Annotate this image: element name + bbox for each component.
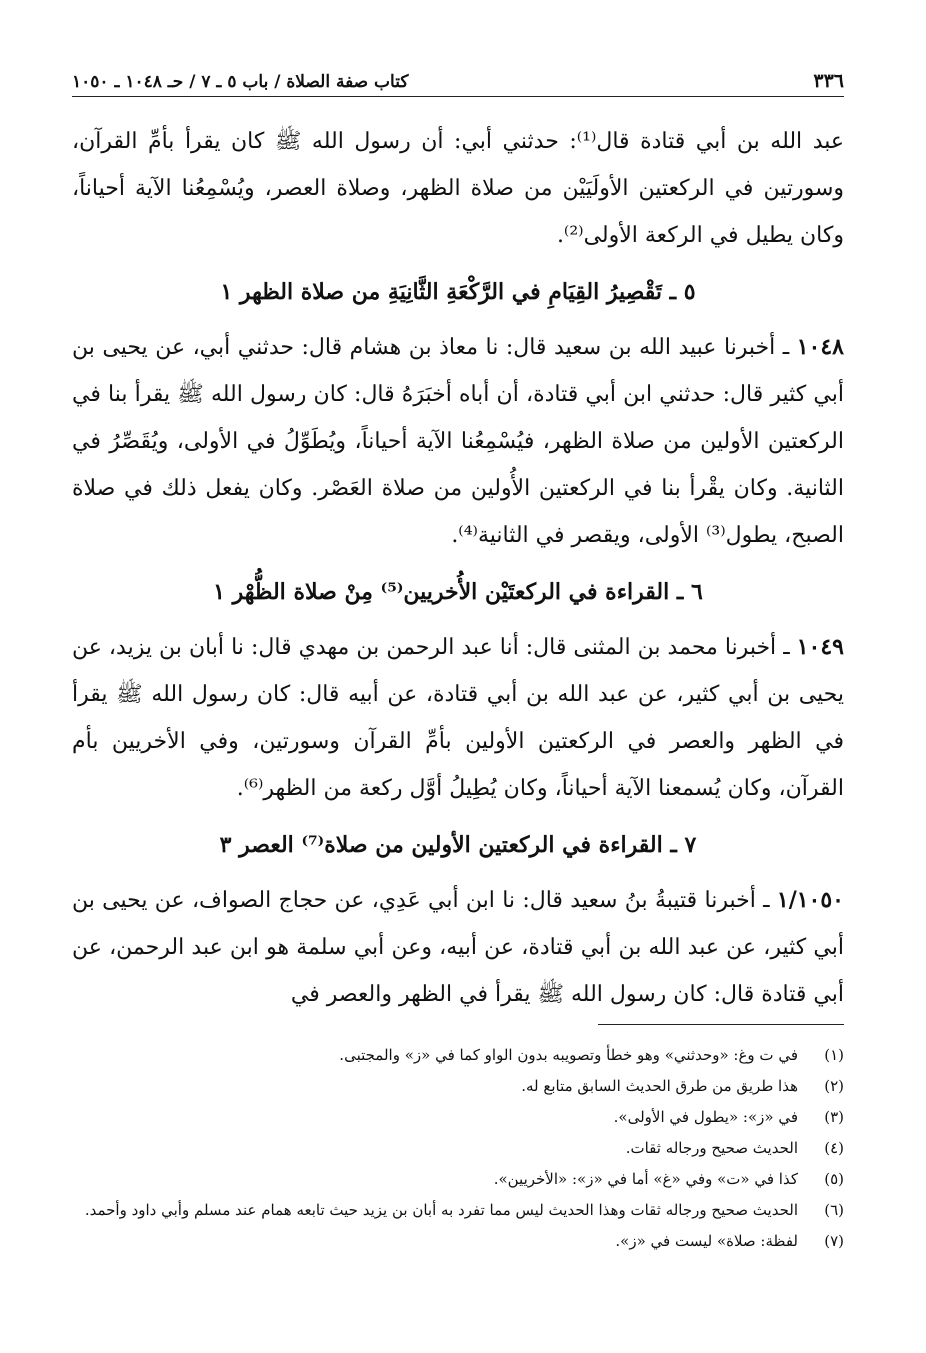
hadith-1049 (72, 624, 844, 812)
section-6-heading: ٦ ـ القراءة في الركعتَيْن الأُخريين⁽⁵⁾ مِنْ صلاة الظُّهْر ١ (213, 579, 703, 605)
footnote-text: في «ز»: «يطول في الأولى». (613, 1108, 798, 1126)
footnote-text: كذا في «ت» وفي «غ» أما في «ز»: «الأخريين». (493, 1170, 798, 1188)
footnote (72, 1102, 844, 1133)
footnote-text: الحديث صحيح ورجاله ثقات. (625, 1139, 798, 1157)
footnote-mark: (٤) (824, 1139, 844, 1157)
hadith-text: ـ أخبرنا قتيبةُ بنُ سعيد قال: نا ابن أبي عَدِي، عن حجاج الصواف، عن يحيى بن أبي كثير، عن عبد الله بن أبي قتادة، عن أبيه، وعن أبي سلمة هو ابن عبد الرحمن، عن أبي قتادة قال: كان رسول الله ﷺ يقرأ في الظهر والعصر في (72, 888, 844, 1007)
hadith-number: ١٠٤٩ (796, 634, 844, 660)
footnote-text: في ت وغ: «وحدثني» وهو خطأ وتصويبه بدون الواو كما في «ز» والمجتبى. (339, 1046, 798, 1064)
page-number: ٣٣٦ (813, 70, 844, 92)
main-text (72, 118, 844, 1018)
footnote-mark: (٦) (824, 1201, 844, 1219)
hadith-text: ـ أخبرنا محمد بن المثنى قال: أنا عبد الرحمن بن مهدي قال: نا أبان بن يزيد، عن يحيى بن أبي كثير، عن عبد الله بن أبي قتادة، عن أبيه قال: كان رسول الله ﷺ يقرأ في الظهر والعصر في الركعتين الأولين بأمِّ القرآن وسورتين، وفي الأخريين بأم القرآن، وكان يُسمعنا الآية أحياناً، وكان يُطِيلُ أوَّل ركعة من الظهر⁽⁶⁾. (72, 635, 844, 801)
footnotes (72, 1040, 844, 1257)
footnote (72, 1133, 844, 1164)
hadith-number: ١/١٠٥٠ (776, 887, 844, 913)
running-head-title: كتاب صفة الصلاة / باب ٥ ـ ٧ / حـ ١٠٤٨ ـ ١٠٥٠ (72, 72, 409, 92)
footnote (72, 1195, 844, 1226)
hadith-1048 (72, 324, 844, 559)
hadith-text: ـ أخبرنا عبيد الله بن سعيد قال: نا معاذ بن هشام قال: حدثني أبي، عن يحيى بن أبي كثير قال: حدثني ابن أبي قتادة، أن أباه أخبَرَهُ قال: كان رسول الله ﷺ يقرأ بنا في الركعتين الأولين من صلاة الظهر، فيُسْمِعُنا الآية أحياناً، ويُطَوِّلُ في الأولى، ويُقَصِّرُ في الثانية. وكان يقْرأ بنا في الركعتين الأُولين من صلاة العَصْر. وكان يفعل ذلك في صلاة الصبح، يطول⁽³⁾ الأولى، ويقصر في الثانية⁽⁴⁾. (72, 335, 844, 548)
footnote (72, 1071, 844, 1102)
section-7-heading: ٧ ـ القراءة في الركعتين الأولين من صلاة⁽⁷⁾ العصر ٣ (219, 832, 697, 858)
footnote (72, 1040, 844, 1071)
footnote-mark: (٥) (824, 1170, 844, 1188)
footnote (72, 1226, 844, 1257)
footnote-mark: (٢) (824, 1077, 844, 1095)
footnote-mark: (٣) (824, 1108, 844, 1126)
footnote-text: لفظة: صلاة» ليست في «ز». (615, 1232, 798, 1250)
section-5-heading: ٥ ـ تَقْصِيرُ القِيَامِ في الرَّكْعَةِ الثَّانِيَةِ من صلاة الظهر ١ (220, 279, 696, 305)
hadith-1050 (72, 877, 844, 1018)
footnote-mark: (١) (824, 1046, 844, 1064)
footnote-text: الحديث صحيح ورجاله ثقات وهذا الحديث ليس مما تفرد به أبان بن يزيد حيث تابعه همام عند مسلم وأبي داود وأحمد. (84, 1201, 798, 1219)
footnote-mark: (٧) (824, 1232, 844, 1250)
intro-paragraph: عبد الله بن أبي قتادة قال⁽¹⁾: حدثني أبي: أن رسول الله ﷺ كان يقرأ بأمِّ القرآن، وسورتين في الركعتين الأولَيَيْن من صلاة الظهر، وصلاة العصر، ويُسْمِعُنا الآية أحياناً، وكان يطيل في الركعة الأولى⁽²⁾. (72, 129, 845, 248)
footnote-text: هذا طريق من طرق الحديث السابق متابع له. (521, 1077, 798, 1095)
footnote-divider (598, 1024, 844, 1025)
footnote (72, 1164, 844, 1195)
hadith-number: ١٠٤٨ (796, 334, 844, 360)
running-head (72, 64, 844, 97)
